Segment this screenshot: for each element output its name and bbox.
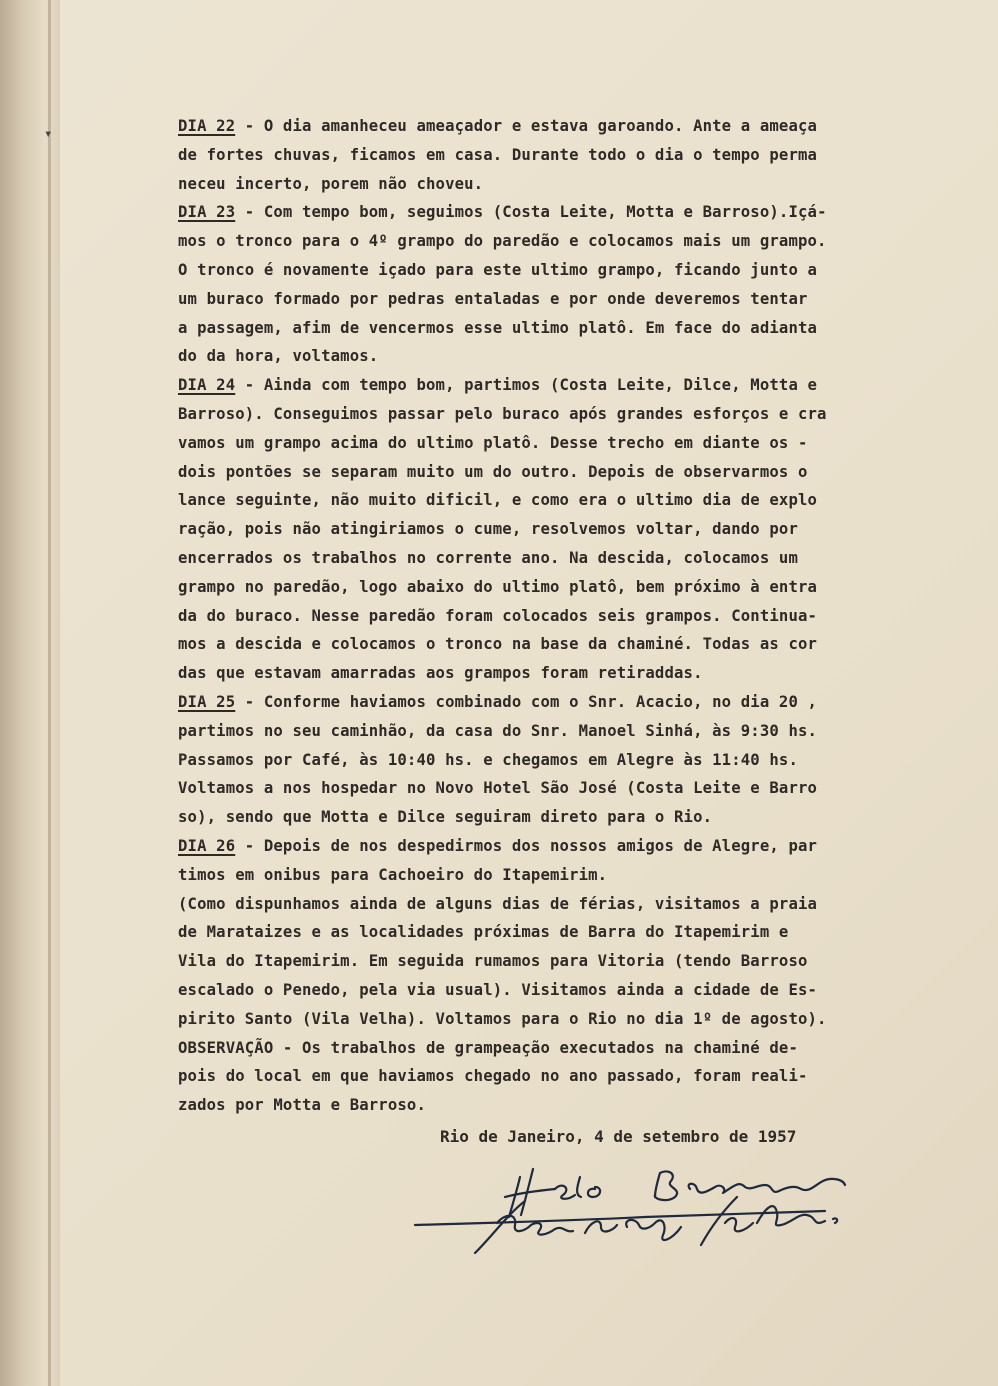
signature-stroke-4 <box>689 1179 845 1193</box>
text-line <box>178 515 948 544</box>
text-line <box>178 602 948 631</box>
text-line <box>178 429 948 458</box>
text-line <box>178 342 948 371</box>
text-line <box>178 256 948 285</box>
line-text: zados por Motta e Barroso. <box>178 1096 426 1115</box>
line-text: Passamos por Café, às 10:40 hs. e chegamos em Alegre às 11:40 hs. <box>178 750 798 769</box>
line-text: (Como dispunhamos ainda de alguns dias de férias, visitamos a praia <box>178 894 818 913</box>
line-text: pois do local em que haviamos chegado no ano passado, foram reali- <box>178 1067 808 1086</box>
day-heading: DIA 23 <box>178 203 236 222</box>
text-line <box>178 976 948 1005</box>
line-text: ração, pois não atingiriamos o cume, resolvemos voltar, dando por <box>178 520 798 539</box>
line-text: Vila do Itapemirim. Em seguida rumamos para Vitoria (tendo Barroso <box>178 952 808 971</box>
text-line <box>178 1034 948 1063</box>
line-text: Voltamos a nos hospedar no Novo Hotel São José (Costa Leite e Barro <box>178 779 818 798</box>
day-heading: DIA 24 <box>178 376 236 395</box>
text-line <box>178 746 948 775</box>
line-text: timos em onibus para Cachoeiro do Itapemirim. <box>178 865 608 884</box>
line-text: - Depois de nos despedirmos dos nossos amigos de Alegre, par <box>235 836 818 855</box>
text-line <box>178 285 948 314</box>
line-text: dois pontões se separam muito um do outro. Depois de observarmos o <box>178 462 808 481</box>
line-text: OBSERVAÇÃO - Os trabalhos de grampeação executados na chaminé de- <box>178 1038 798 1057</box>
line-text: mos o tronco para o 4º grampo do paredão e colocamos mais um grampo. <box>178 232 827 251</box>
line-text: grampo no paredão, logo abaixo do ultimo platô, bem próximo à entra <box>178 577 818 596</box>
text-line <box>178 803 948 832</box>
signature-stroke-3 <box>655 1171 677 1200</box>
text-line <box>178 688 948 717</box>
line-text: so), sendo que Motta e Dilce seguiram direto para o Rio. <box>178 808 713 827</box>
line-text: - O dia amanheceu ameaçador e estava garoando. Ante a ameaça <box>235 117 818 135</box>
text-line <box>178 1091 948 1120</box>
margin-mark: ▾ <box>44 126 53 142</box>
line-text: - Com tempo bom, seguimos (Costa Leite, Motta e Barroso).Içá- <box>235 203 827 222</box>
text-line <box>178 918 948 947</box>
line-text: O tronco é novamente içado para este ultimo grampo, ficando junto a <box>178 260 818 279</box>
signature-stroke-9 <box>833 1218 837 1223</box>
text-line <box>178 141 948 170</box>
text-line <box>178 314 948 343</box>
line-text: do da hora, voltamos. <box>178 347 379 366</box>
text-line <box>178 659 948 688</box>
day-heading: DIA 26 <box>178 836 236 855</box>
book-binding <box>0 0 60 1386</box>
text-line <box>178 544 948 573</box>
day-heading: DIA 22 <box>178 117 236 135</box>
text-line <box>178 630 948 659</box>
text-line <box>178 198 948 227</box>
text-line <box>178 573 948 602</box>
line-text: de Marataizes e as localidades próximas de Barra do Itapemirim e <box>178 923 789 942</box>
text-line <box>178 861 948 890</box>
line-text: neceu incerto, porem não choveu. <box>178 174 484 193</box>
signature-image <box>405 1155 875 1265</box>
text-line <box>178 774 948 803</box>
place-date: Rio de Janeiro, 4 de setembro de 1957 <box>440 1127 797 1146</box>
signature-stroke-6 <box>475 1201 573 1253</box>
text-line <box>178 112 948 141</box>
text-line <box>178 400 948 429</box>
text-line <box>178 890 948 919</box>
text-line <box>178 227 948 256</box>
text-line <box>178 1062 948 1091</box>
text-line <box>178 947 948 976</box>
line-text: da do buraco. Nesse paredão foram colocados seis grampos. Continua- <box>178 606 818 625</box>
line-text: vamos um grampo acima do ultimo platô. Desse trecho em diante os - <box>178 433 808 452</box>
text-line <box>178 717 948 746</box>
day-heading: DIA 25 <box>178 692 236 711</box>
signature-stroke-1 <box>505 1169 555 1217</box>
line-text: mos a descida e colocamos o tronco na base da chaminé. Todas as cor <box>178 635 818 654</box>
line-text: escalado o Penedo, pela via usual). Visitamos ainda a cidade de Es- <box>178 980 818 999</box>
text-line <box>178 486 948 515</box>
line-text: a passagem, afim de vencermos esse ultimo platô. Em face do adianta <box>178 318 818 337</box>
text-line <box>178 371 948 400</box>
line-text: partimos no seu caminhão, da casa do Snr. Manoel Sinhá, às 9:30 hs. <box>178 721 818 740</box>
binding-fold <box>48 0 51 1386</box>
line-text: - Conforme haviamos combinado com o Snr. Acacio, no dia 20 , <box>235 692 818 711</box>
line-text: de fortes chuvas, ficamos em casa. Durante todo o dia o tempo perma <box>178 145 818 164</box>
line-text: lance seguinte, não muito dificil, e como era o ultimo dia de explo <box>178 491 818 510</box>
line-text: um buraco formado por pedras entaladas e por onde deveremos tentar <box>178 289 808 308</box>
text-line <box>178 832 948 861</box>
text-line <box>178 1005 948 1034</box>
line-text: pirito Santo (Vila Velha). Voltamos para o Rio no dia 1º de agosto). <box>178 1009 827 1028</box>
text-line <box>178 170 948 199</box>
signature-stroke-7 <box>585 1220 681 1240</box>
line-text: Barroso). Conseguimos passar pelo buraco após grandes esforços e cra <box>178 404 827 423</box>
signature-stroke-2 <box>555 1177 600 1199</box>
text-line <box>178 458 948 487</box>
line-text: - Ainda com tempo bom, partimos (Costa Leite, Dilce, Motta e <box>235 376 818 395</box>
signatures <box>405 1155 875 1265</box>
signature-stroke-8 <box>701 1197 825 1245</box>
document-body <box>178 112 948 1120</box>
line-text: das que estavam amarradas aos grampos foram retiraddas. <box>178 664 703 683</box>
line-text: encerrados os trabalhos no corrente ano. Na descida, colocamos um <box>178 548 798 567</box>
